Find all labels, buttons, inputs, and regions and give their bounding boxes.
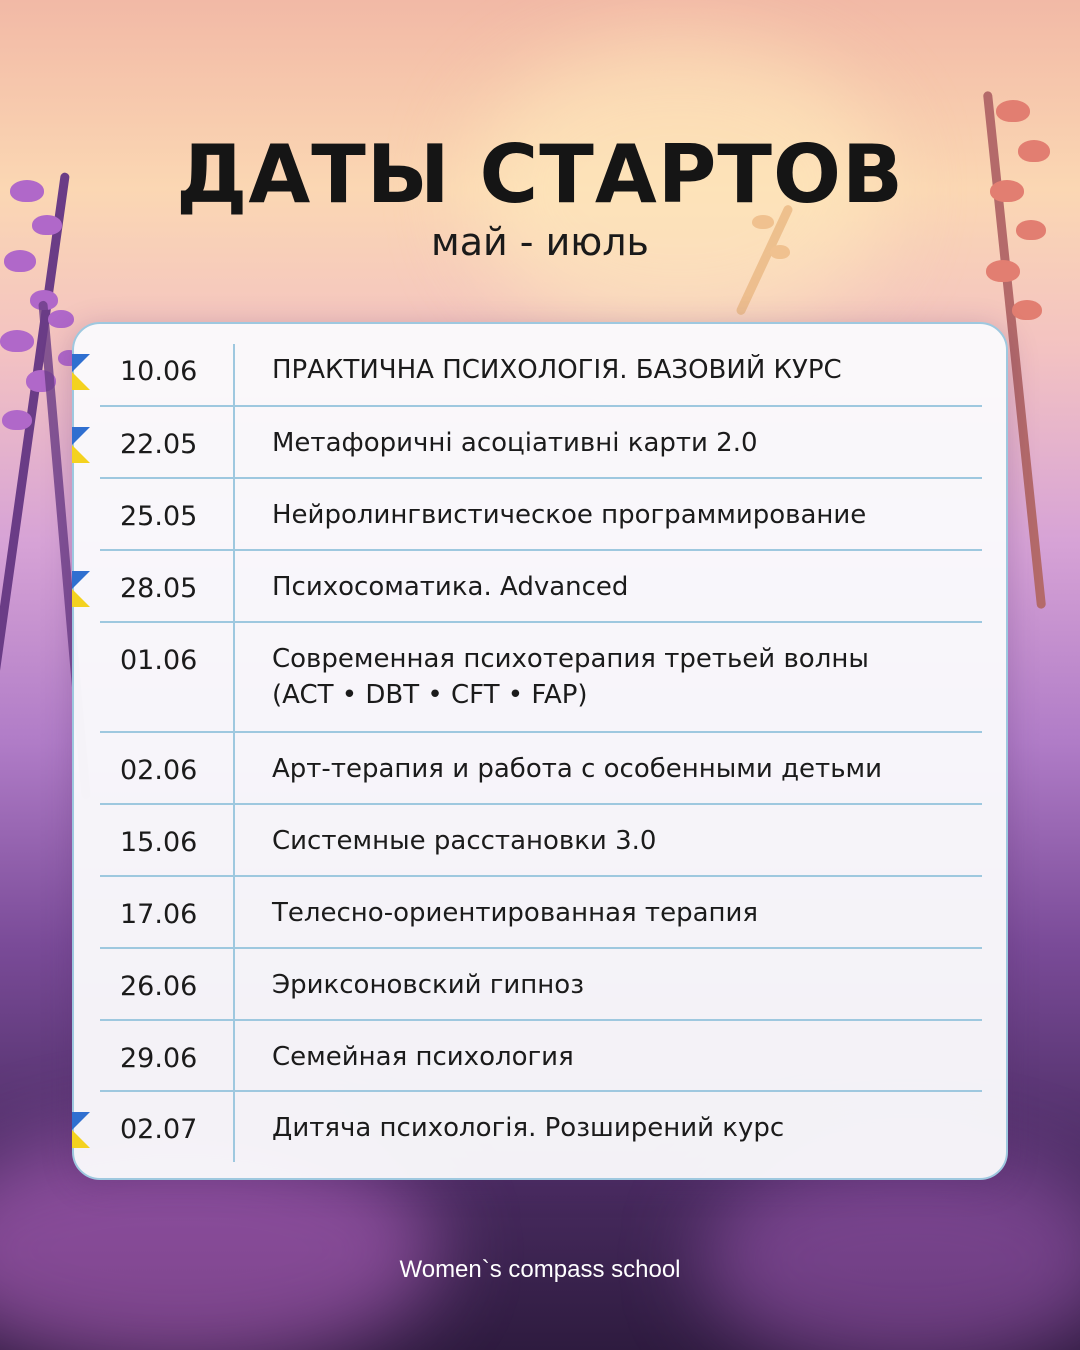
ukraine-flag-icon <box>72 427 90 463</box>
start-date: 28.05 <box>120 573 198 604</box>
course-name: Системные расстановки 3.0 <box>272 826 657 856</box>
course-name: Телесно-ориентированная терапия <box>272 898 759 928</box>
schedule-row <box>100 805 982 877</box>
course-name: Арт-терапия и работа с особенными детьми <box>272 754 883 784</box>
schedule-row <box>100 733 982 805</box>
start-date: 15.06 <box>120 827 198 858</box>
start-date: 02.06 <box>120 755 198 786</box>
schedule-row <box>100 551 982 623</box>
course-name-line1: Современная психотерапия третьей волны <box>272 644 869 674</box>
course-name: Семейная психология <box>272 1042 574 1072</box>
schedule-row <box>100 1021 982 1092</box>
schedule-card <box>72 322 1008 1180</box>
schedule-row <box>100 1092 982 1164</box>
ukraine-flag-icon <box>72 571 90 607</box>
course-name: Эриксоновский гипноз <box>272 970 585 1000</box>
start-date: 02.07 <box>120 1114 198 1145</box>
start-date: 26.06 <box>120 971 198 1002</box>
schedule-row <box>100 623 982 733</box>
ukraine-flag-icon <box>72 354 90 390</box>
course-name <box>260 641 982 713</box>
course-name: Психосоматика. Advanced <box>272 572 629 602</box>
page-title: ДАТЫ СТАРТОВ <box>176 128 904 221</box>
schedule-row <box>100 949 982 1021</box>
course-name-line2: (ACT • DBT • CFT • FAP) <box>272 680 588 710</box>
start-date: 29.06 <box>120 1043 198 1074</box>
course-name: Метафоричні асоціативні карти 2.0 <box>272 428 758 458</box>
schedule-row <box>100 407 982 479</box>
brand-footer: Women`s compass school <box>399 1256 681 1283</box>
page-subtitle: май - июль <box>431 220 649 264</box>
bokeh-glow-right <box>700 1150 1080 1350</box>
schedule-list <box>100 334 982 1164</box>
start-date: 22.05 <box>120 429 198 460</box>
schedule-row <box>100 479 982 551</box>
schedule-row <box>100 334 982 407</box>
start-date: 17.06 <box>120 899 198 930</box>
start-date: 01.06 <box>120 645 198 676</box>
course-name: Нейролингвистическое программирование <box>272 500 867 530</box>
ukraine-flag-icon <box>72 1112 90 1148</box>
start-date: 10.06 <box>120 356 198 387</box>
course-name: Дитяча психологія. Розширений курс <box>272 1113 785 1143</box>
start-date: 25.05 <box>120 501 198 532</box>
schedule-row <box>100 877 982 949</box>
course-name: ПРАКТИЧНА ПСИХОЛОГІЯ. БАЗОВИЙ КУРС <box>272 355 842 385</box>
